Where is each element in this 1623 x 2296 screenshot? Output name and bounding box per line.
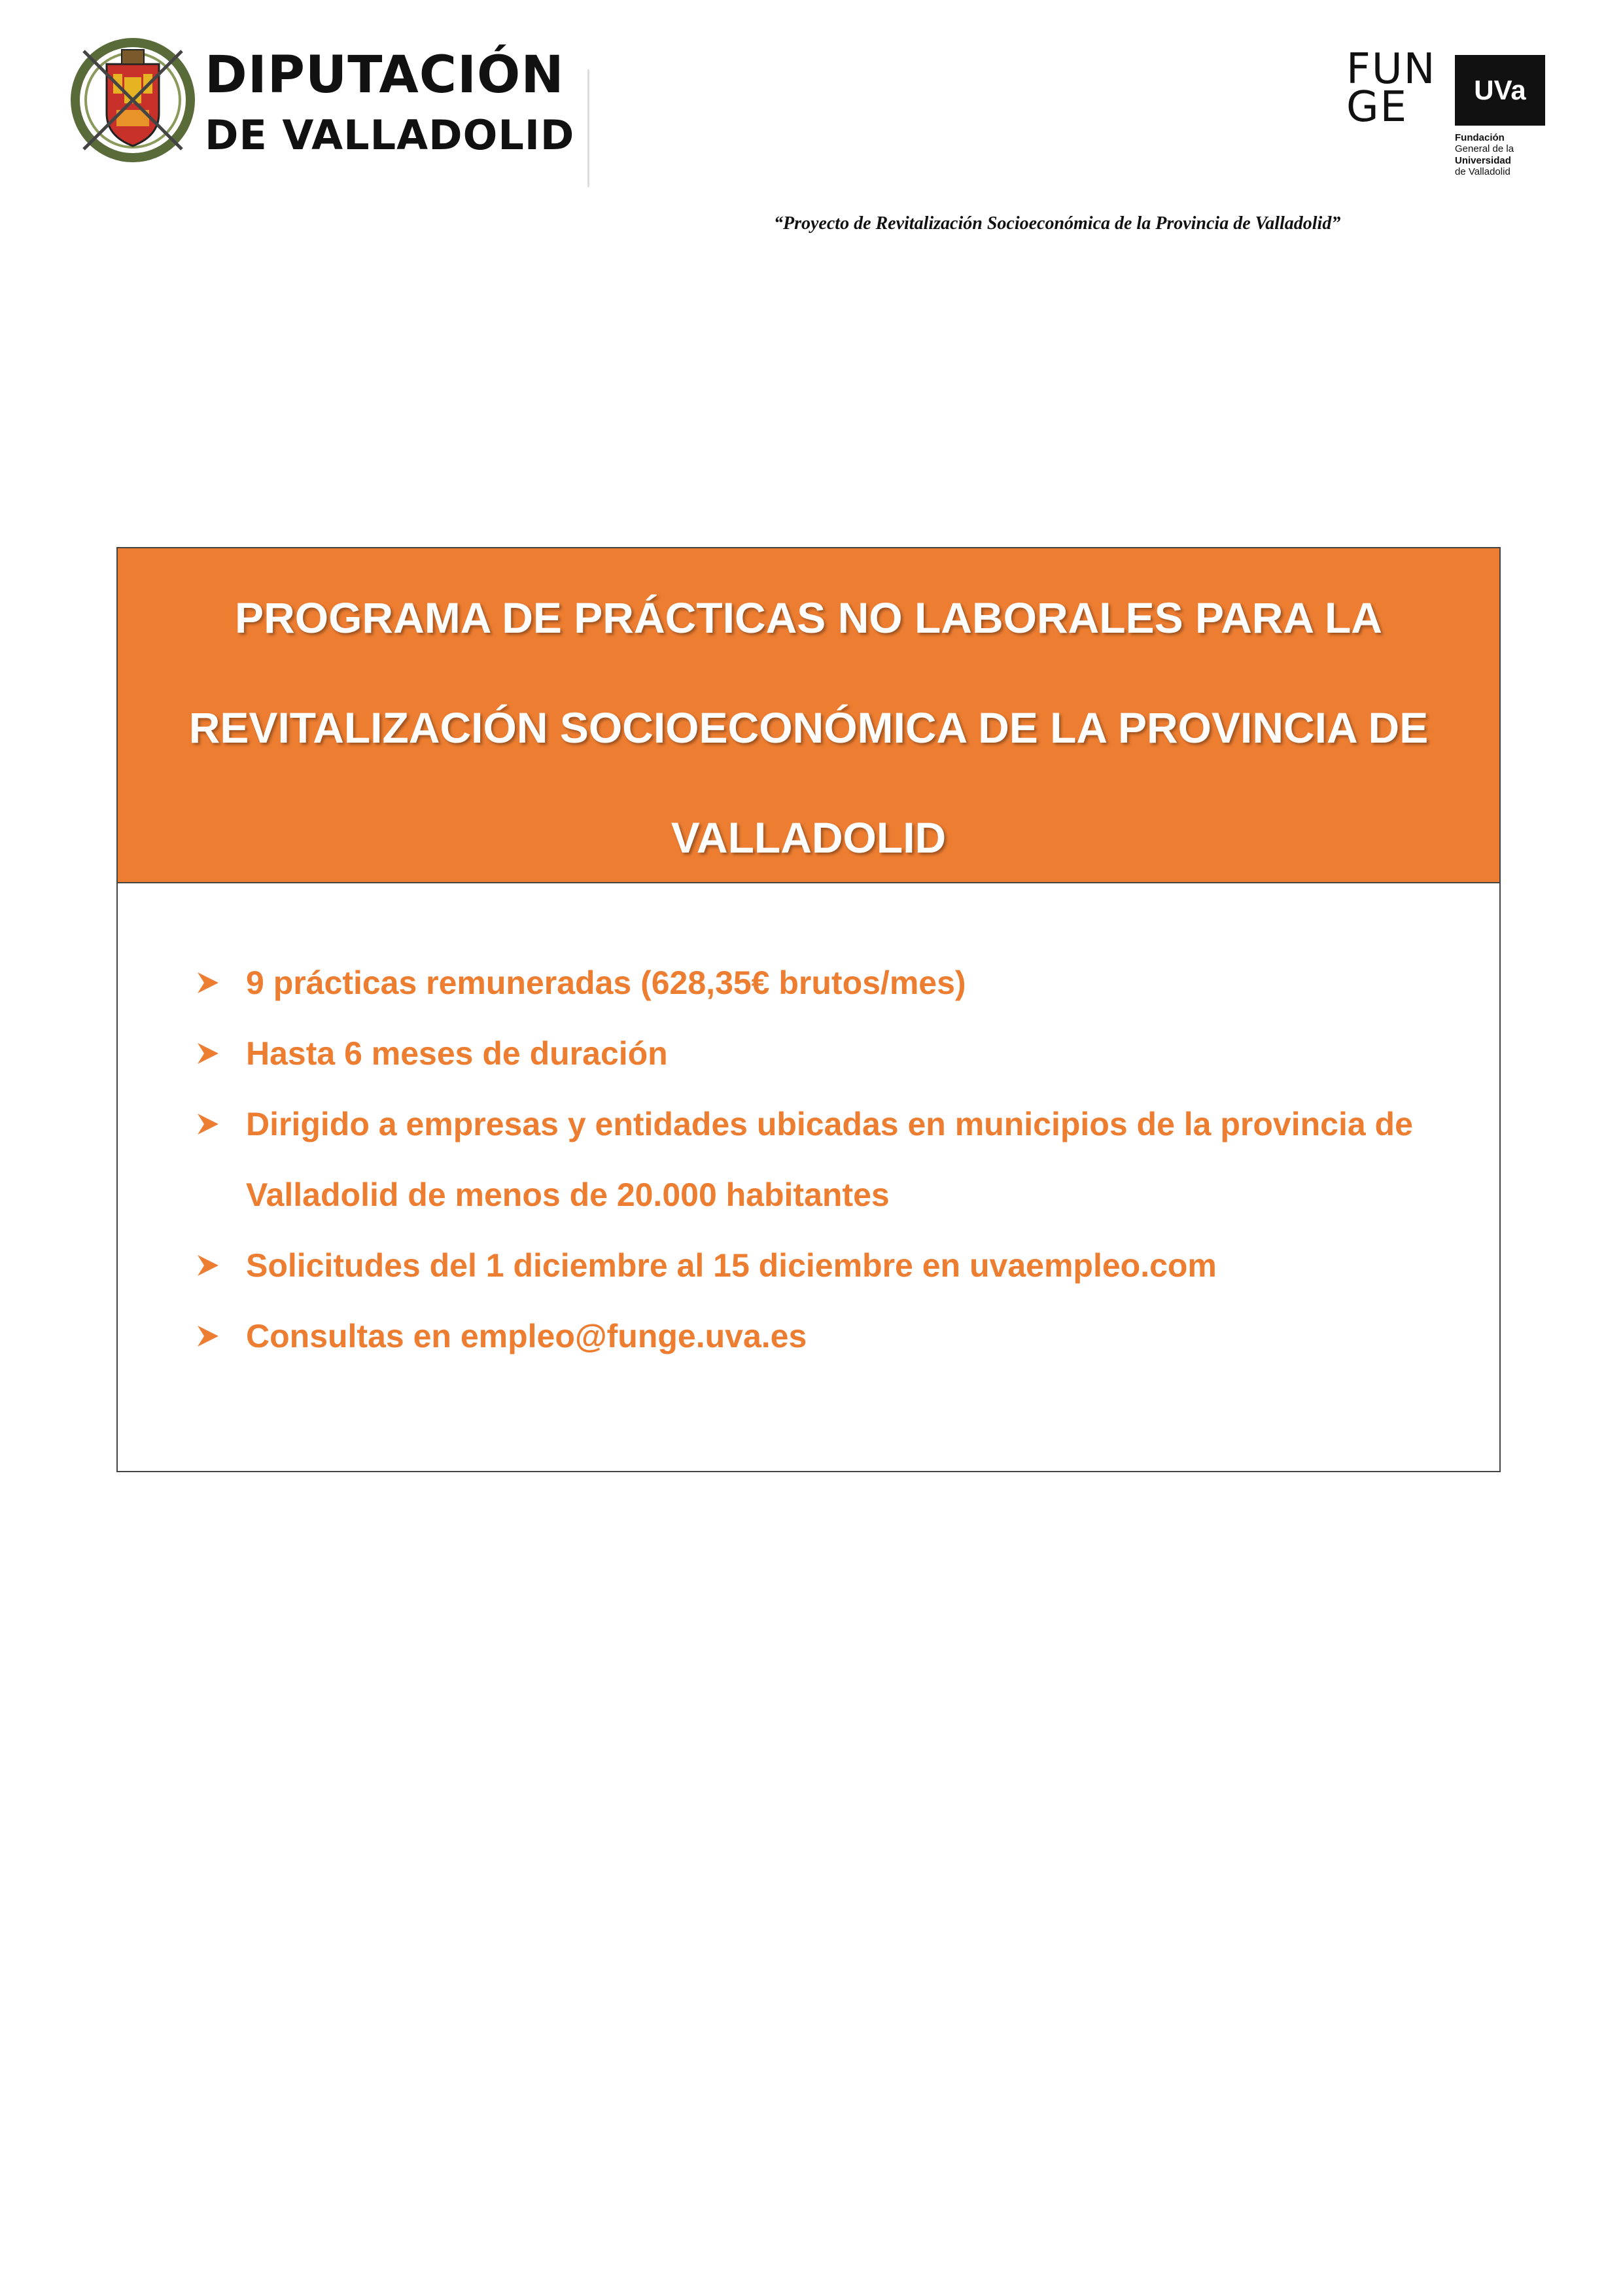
arrow-bullet-icon bbox=[196, 1042, 220, 1065]
project-tagline: “Proyecto de Revitalización Socioeconómica de la Provincia de Valladolid” bbox=[774, 213, 1341, 234]
funge-word-bottom: GE bbox=[1346, 82, 1408, 132]
funge-caption bbox=[1455, 132, 1514, 177]
list-item-text: Consultas en empleo@funge.uva.es bbox=[246, 1318, 807, 1354]
list-item bbox=[196, 1018, 1460, 1089]
diputacion-line2: DE VALLADOLID bbox=[205, 111, 575, 159]
funge-wordmark bbox=[1346, 45, 1437, 132]
program-title-line: VALLADOLID bbox=[671, 813, 947, 862]
program-title-banner bbox=[118, 548, 1499, 883]
list-item bbox=[196, 947, 1460, 1018]
arrow-bullet-icon bbox=[196, 1324, 220, 1348]
funge-uva-logo bbox=[1346, 45, 1562, 195]
program-title-line: REVITALIZACIÓN SOCIOECONÓMICA DE LA PROVINCIA DE bbox=[188, 703, 1429, 752]
diputacion-line1: DIPUTACIÓN bbox=[205, 46, 565, 105]
arrow-bullet-icon bbox=[196, 971, 220, 995]
list-item-text: 9 prácticas remuneradas (628,35€ brutos/mes) bbox=[246, 964, 966, 1001]
diputacion-logo bbox=[71, 31, 575, 162]
funge-caption-line: General de la bbox=[1455, 143, 1514, 155]
list-item-line: Dirigido a empresas y entidades ubicadas en municipios de la provincia de bbox=[246, 1106, 1413, 1142]
list-item-text bbox=[246, 1089, 1413, 1230]
funge-caption-line: Fundación bbox=[1455, 132, 1505, 143]
coat-of-arms-icon bbox=[71, 38, 195, 162]
funge-caption-line: Universidad bbox=[1455, 154, 1511, 166]
uva-box: UVa bbox=[1455, 55, 1545, 126]
funge-word-top: FUN bbox=[1346, 45, 1437, 94]
arrow-bullet-icon bbox=[196, 1112, 220, 1136]
list-item-text: Hasta 6 meses de duración bbox=[246, 1035, 668, 1072]
diputacion-wordmark bbox=[205, 46, 575, 159]
list-item bbox=[196, 1301, 1460, 1371]
logo-divider bbox=[587, 69, 589, 187]
program-title-line: PROGRAMA DE PRÁCTICAS NO LABORALES PARA LA bbox=[235, 593, 1382, 642]
program-details-list bbox=[196, 947, 1460, 1371]
list-item bbox=[196, 1230, 1460, 1301]
program-card bbox=[116, 547, 1501, 1472]
funge-caption-line: de Valladolid bbox=[1455, 166, 1510, 177]
list-item-text: Solicitudes del 1 diciembre al 15 diciembre en uvaempleo.com bbox=[246, 1247, 1217, 1284]
list-item-line: Valladolid de menos de 20.000 habitantes bbox=[246, 1176, 890, 1213]
list-item bbox=[196, 1089, 1460, 1230]
arrow-bullet-icon bbox=[196, 1254, 220, 1277]
